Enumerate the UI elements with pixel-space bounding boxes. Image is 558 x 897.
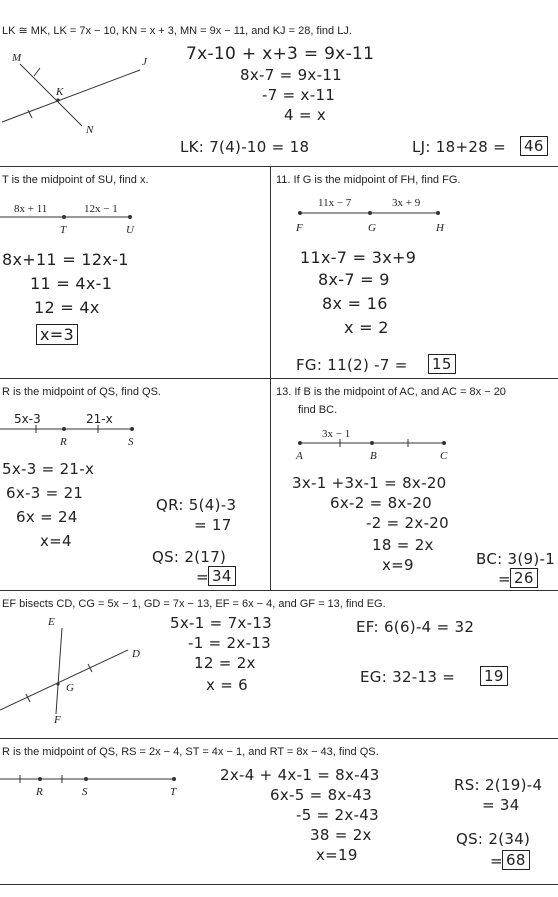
p11-text: If G is the midpoint of FH, find FG. bbox=[293, 174, 461, 186]
problem-1-statement: LK ≅ MK, LK = 7x − 10, KN = x + 3, MN = 9x − 11, and KJ = 28, find LJ. bbox=[2, 25, 352, 37]
p13-seg-label: 3x − 1 bbox=[322, 428, 351, 440]
p11-work-3: 8x = 16 bbox=[322, 294, 388, 313]
p11-work-2: 8x-7 = 9 bbox=[318, 270, 390, 289]
p1-lk: LK: 7(4)-10 = 18 bbox=[180, 138, 310, 156]
p13-segment bbox=[296, 438, 456, 448]
label-U: U bbox=[126, 224, 134, 236]
label-B: B bbox=[370, 450, 377, 462]
label-J: J bbox=[142, 56, 147, 68]
problem-14-diagram bbox=[0, 620, 160, 730]
p15-work-2: 6x-5 = 8x-43 bbox=[270, 786, 373, 804]
label-K: K bbox=[56, 86, 64, 98]
p13-bc: BC: 3(9)-1 bbox=[476, 550, 556, 568]
p13-work-3: -2 = 2x-20 bbox=[366, 514, 449, 532]
label-D: D bbox=[132, 648, 140, 660]
label-N: N bbox=[86, 124, 94, 136]
p12-work-4: x=4 bbox=[40, 532, 72, 550]
label-T: T bbox=[60, 224, 67, 236]
p11-fg-answer: 15 bbox=[428, 354, 456, 374]
p1-lj: LJ: 18+28 = bbox=[412, 138, 506, 156]
label-F: F bbox=[54, 714, 61, 726]
p12-qr-1: QR: 5(4)-3 bbox=[156, 496, 237, 514]
row-divider-3 bbox=[0, 590, 558, 591]
p14-work-2: -1 = 2x-13 bbox=[188, 634, 271, 652]
label-A: A bbox=[296, 450, 303, 462]
p13-work-4: 18 = 2x bbox=[372, 536, 434, 554]
p14-eg-answer: 19 bbox=[480, 666, 508, 686]
label-E: E bbox=[48, 616, 55, 628]
label-R: R bbox=[36, 786, 43, 798]
p1-lj-answer: 46 bbox=[520, 136, 548, 156]
p15-qs-answer: 68 bbox=[502, 850, 530, 870]
p11-seg-left: 11x − 7 bbox=[318, 197, 352, 209]
p15-rs-1: RS: 2(19)-4 bbox=[454, 776, 543, 794]
p15-rs-2: = 34 bbox=[482, 796, 520, 814]
p11-number: 11. bbox=[276, 174, 291, 186]
label-C: C bbox=[440, 450, 448, 462]
label-H: H bbox=[436, 222, 444, 234]
p1-work-3: -7 = x-11 bbox=[262, 86, 336, 104]
label-T: T bbox=[170, 786, 177, 798]
problem-1-diagram bbox=[0, 50, 160, 140]
p12-work-1: 5x-3 = 21-x bbox=[2, 460, 95, 478]
p13-work-5: x=9 bbox=[382, 556, 414, 574]
p13-bc-eq: = bbox=[498, 570, 511, 588]
p10-segment bbox=[0, 212, 140, 222]
p10-seg-left: 8x + 11 bbox=[14, 203, 48, 215]
p10-seg-right: 12x − 1 bbox=[84, 203, 118, 215]
p12-work-3: 6x = 24 bbox=[16, 508, 78, 526]
p13-number: 13. bbox=[276, 386, 292, 398]
row-divider-2 bbox=[0, 378, 558, 379]
row-divider-1 bbox=[0, 166, 558, 167]
p15-qs-1: QS: 2(34) bbox=[456, 830, 531, 848]
p10-work-3: 12 = 4x bbox=[34, 298, 100, 317]
p12-work-2: 6x-3 = 21 bbox=[6, 484, 84, 502]
p15-segment bbox=[0, 774, 190, 784]
problem-13-statement bbox=[276, 386, 506, 398]
p14-ef: EF: 6(6)-4 = 32 bbox=[356, 618, 475, 636]
p12-qs-1: QS: 2(17) bbox=[152, 548, 227, 566]
problem-15-statement: R is the midpoint of QS, RS = 2x − 4, ST = 4x − 1, and RT = 8x − 43, find QS. bbox=[2, 746, 379, 758]
p14-work-4: x = 6 bbox=[206, 676, 249, 694]
p1-work-4: 4 = x bbox=[284, 106, 327, 124]
label-R: R bbox=[60, 436, 67, 448]
p10-work-1: 8x+11 = 12x-1 bbox=[2, 250, 129, 269]
p14-eg: EG: 32-13 = bbox=[360, 668, 456, 686]
p12-seg-right: 21-x bbox=[86, 412, 113, 426]
p13-work-2: 6x-2 = 8x-20 bbox=[330, 494, 433, 512]
p11-work-1: 11x-7 = 3x+9 bbox=[300, 248, 417, 267]
label-S: S bbox=[128, 436, 134, 448]
p10-work-2: 11 = 4x-1 bbox=[30, 274, 113, 293]
p1-work-2: 8x-7 = 9x-11 bbox=[240, 66, 343, 84]
p11-segment bbox=[296, 208, 446, 218]
p13-work-1: 3x-1 +3x-1 = 8x-20 bbox=[292, 474, 447, 492]
problem-11-statement bbox=[276, 174, 460, 186]
p13-text-1: If B is the midpoint of AC, and AC = 8x − 20 bbox=[294, 386, 506, 398]
label-G: G bbox=[368, 222, 376, 234]
p15-qs-eq: = bbox=[490, 852, 503, 870]
p14-work-3: 12 = 2x bbox=[194, 654, 256, 672]
p10-answer: x=3 bbox=[36, 324, 78, 345]
label-G: G bbox=[66, 682, 74, 694]
p15-work-5: x=19 bbox=[316, 846, 358, 864]
p12-qr-2: = 17 bbox=[194, 516, 232, 534]
p15-work-1: 2x-4 + 4x-1 = 8x-43 bbox=[220, 766, 380, 784]
row-divider-4 bbox=[0, 738, 558, 739]
label-M: M bbox=[12, 52, 22, 64]
row-divider-5 bbox=[0, 884, 558, 885]
p15-work-4: 38 = 2x bbox=[310, 826, 372, 844]
p12-qs-answer: 34 bbox=[208, 566, 236, 586]
p11-fg: FG: 11(2) -7 = bbox=[296, 356, 408, 374]
problem-14-statement: EF bisects CD, CG = 5x − 1, GD = 7x − 13, EF = 6x − 4, and GF = 13, find EG. bbox=[2, 598, 386, 610]
p11-seg-right: 3x + 9 bbox=[392, 197, 421, 209]
p13-bc-answer: 26 bbox=[510, 568, 538, 588]
problem-12-statement: R is the midpoint of QS, find QS. bbox=[2, 386, 161, 398]
p1-work-1: 7x-10 + x+3 = 9x-11 bbox=[186, 44, 375, 64]
p12-qs-eq: = bbox=[196, 568, 209, 586]
p12-seg-left: 5x-3 bbox=[14, 412, 41, 426]
problem-10-statement: T is the midpoint of SU, find x. bbox=[2, 174, 149, 186]
label-F: F bbox=[296, 222, 303, 234]
p12-segment bbox=[0, 424, 150, 434]
p14-work-1: 5x-1 = 7x-13 bbox=[170, 614, 273, 632]
p11-work-4: x = 2 bbox=[344, 318, 389, 337]
label-S: S bbox=[82, 786, 88, 798]
p15-work-3: -5 = 2x-43 bbox=[296, 806, 379, 824]
problem-13-statement-2: find BC. bbox=[298, 404, 338, 416]
